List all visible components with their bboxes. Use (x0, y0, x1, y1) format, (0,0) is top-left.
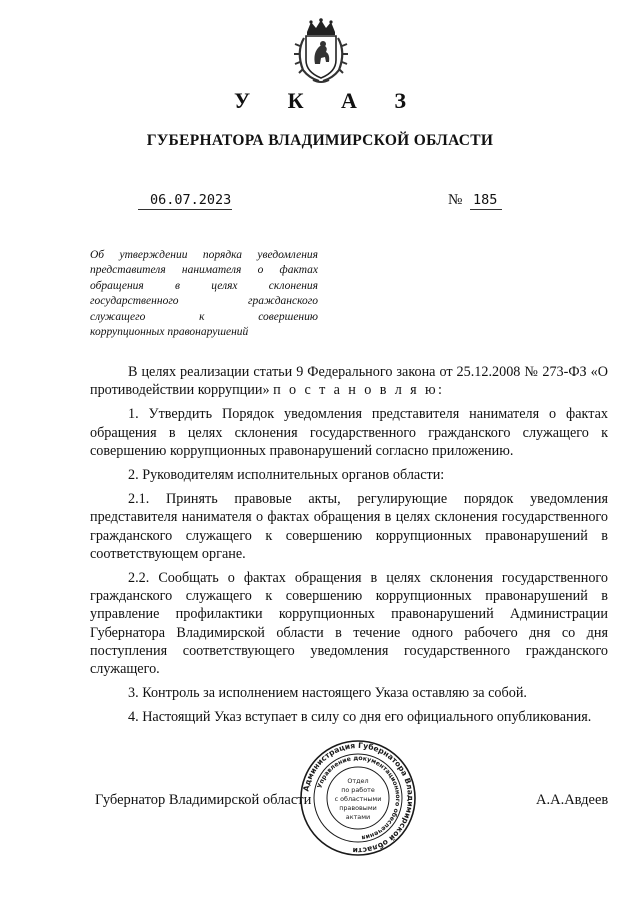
stamp-center-line: Отдел (347, 777, 369, 785)
stamp-center-line: правовыми (339, 804, 377, 812)
body-paragraph: 1. Утвердить Порядок уведомления представителя нанимателя о фактах обращения в целях склонения государственного гражданского служащего к совершению коррупционных правонарушений согласно приложению. (90, 406, 608, 459)
body-paragraph: 4. Настоящий Указ вступает в силу со дня его официального опубликования. (128, 709, 592, 726)
document-subject (90, 248, 318, 340)
subject-line: государственного гражданского (90, 295, 318, 308)
decree-word: п о с т а н о в л я ю: (273, 382, 445, 399)
document-number: 185 (473, 192, 498, 208)
stamp-center-line: по работе (341, 786, 375, 794)
document-body (90, 363, 608, 733)
stamp-inner-text: Управление документационного обеспечения (316, 754, 402, 841)
document-title: У К А З (233, 88, 423, 113)
document-subtitle: ГУБЕРНАТОРА ВЛАДИМИРСКОЙ ОБЛАСТИ (146, 132, 494, 149)
body-paragraph: 2.1. Принять правовые акты, регулирующие порядок уведомления представителя нанимателя о фактах обращения в целях склонения государственного гражданского служащего к совершению коррупционных правонарушений в соответствующем органе. (90, 491, 608, 562)
subject-line: обращения в целях склонения (90, 279, 318, 292)
subject-line: представителя нанимателя о фактах (90, 264, 318, 277)
signature-position: Губернатор Владимирской области (95, 792, 312, 808)
number-sign: № (448, 192, 463, 208)
date-underline (138, 209, 232, 210)
body-paragraph: 3. Контроль за исполнением настоящего Указа оставляю за собой. (128, 685, 527, 702)
official-stamp (298, 738, 418, 858)
stamp-outer-text: Администрация Губернатора Владимирской области (301, 740, 416, 856)
stamp-center-line: с областными (334, 795, 382, 803)
subject-line: Об утверждении порядка уведомления (90, 249, 318, 261)
vladimir-coat-of-arms-icon (291, 18, 351, 84)
signature-name: А.А.Авдеев (536, 792, 609, 808)
preamble-text: В целях реализации статьи 9 Федерального закона от 25.12.2008 № 273-ФЗ «О противодействии коррупции» (90, 364, 608, 399)
preamble-paragraph (90, 363, 608, 399)
body-paragraph: 2.2. Сообщать о фактах обращения в целях склонения государственного гражданского служащего к совершению коррупционных правонарушений в управление профилактики коррупционных правонарушений Администрации Губернатора Владимирской области в течение одного рабочего дня со дня поступления соответствующего уведомления государственного гражданского служащего. (90, 570, 608, 678)
stamp-center-line: актами (345, 813, 371, 821)
subject-line: коррупционных правонарушений (90, 326, 249, 339)
number-underline (470, 209, 502, 210)
body-paragraph: 2. Руководителям исполнительных органов области: (128, 467, 445, 484)
subject-line: служащего к совершению (90, 310, 318, 323)
document-date: 06.07.2023 (150, 192, 232, 208)
